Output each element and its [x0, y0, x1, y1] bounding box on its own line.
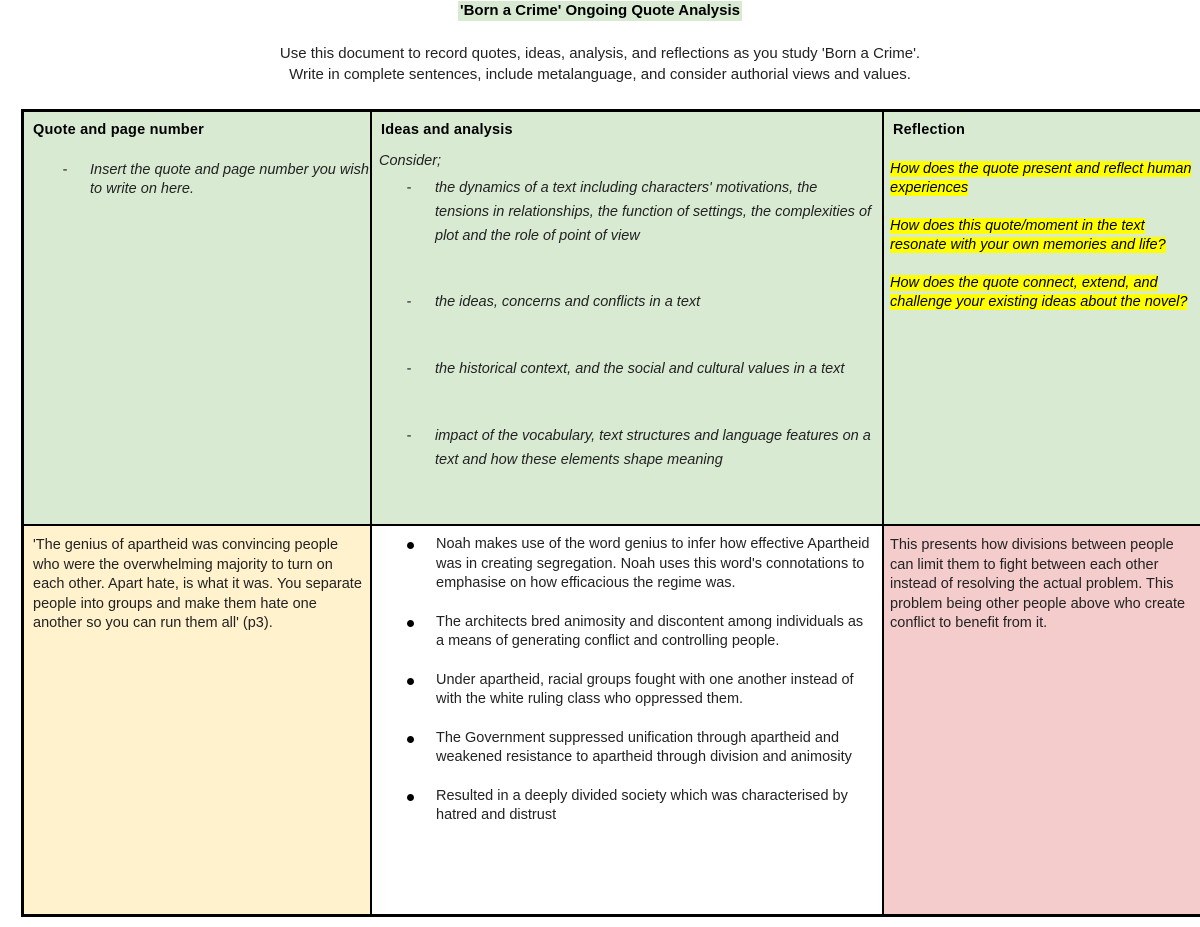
reflection-prompt: [890, 274, 1200, 312]
bullet-icon: [407, 794, 414, 801]
guide-row: [23, 111, 1200, 526]
consider-label: Consider;: [379, 152, 442, 169]
ideas-prompt: [399, 290, 882, 314]
quote-prompt: [24, 141, 370, 199]
instruction-line-2: Write in complete sentences, include metalanguage, and consider authorial views and values.: [289, 66, 911, 83]
dash-marker: -: [406, 180, 412, 196]
bullet-icon: [407, 542, 414, 549]
quote-cell[interactable]: [23, 525, 372, 916]
analysis-point-text: Noah makes use of the word genius to infer how effective Apartheid was in creating segregation. Noah uses this word's connotations to emphasise on how efficacious the regime was.: [436, 536, 870, 591]
dash-marker: -: [406, 294, 412, 310]
quote-prompt-text: Insert the quote and page number you wish to write on here.: [90, 161, 369, 197]
header-reflection: Reflection: [893, 122, 966, 138]
ideas-prompt-list: [372, 171, 882, 472]
reflection-prompt: [890, 160, 1200, 198]
reflection-prompt: [890, 217, 1200, 255]
analysis-point-text: The Government suppressed unification through apartheid and weakened resistance to apartheid through division and animosity: [436, 729, 852, 765]
title-wrap: [0, 0, 1200, 21]
header-ideas: Ideas and analysis: [381, 122, 513, 138]
instructions: [0, 43, 1200, 85]
reflection-text: This presents how divisions between people can limit them to fight between each other instead of resolving the actual problem. This problem being other people above who create conflict to benefit from it.: [890, 537, 1186, 631]
bullet-icon: [407, 678, 414, 685]
entry-row: [23, 525, 1200, 916]
analysis-cell[interactable]: [371, 525, 883, 916]
analysis-point: [399, 729, 874, 768]
ideas-prompt-text: impact of the vocabulary, text structures and language features on a text and how these elements shape meaning: [435, 428, 871, 468]
analysis-point: [399, 613, 874, 652]
dash-marker: -: [406, 428, 412, 444]
analysis-point-text: Resulted in a deeply divided society which was characterised by hatred and distrust: [436, 787, 848, 823]
analysis-point: [399, 671, 874, 710]
ideas-prompt-text: the ideas, concerns and conflicts in a text: [435, 294, 701, 310]
ideas-prompt-text: the historical context, and the social and cultural values in a text: [435, 361, 845, 377]
reflection-guide-cell[interactable]: [883, 111, 1200, 526]
reflection-cell[interactable]: [883, 525, 1200, 916]
highlighted-text: How does the quote connect, extend, and challenge your existing ideas about the novel?: [890, 274, 1188, 310]
quote-analysis-table: [21, 109, 1200, 917]
analysis-point: [399, 787, 874, 826]
analysis-point-text: Under apartheid, racial groups fought with one another instead of with the white ruling class who oppressed them.: [436, 671, 854, 707]
analysis-list: [372, 526, 882, 826]
ideas-prompt-text: the dynamics of a text including characters' motivations, the tensions in relationships, the function of settings, the complexities of plot and the role of point of view: [435, 180, 872, 244]
ideas-prompt: [399, 424, 882, 472]
bullet-icon: [407, 620, 414, 627]
header-quote: Quote and page number: [33, 122, 204, 138]
analysis-point-text: The architects bred animosity and discontent among individuals as a means of generating conflict and controlling people.: [436, 613, 864, 649]
dash-marker: -: [62, 161, 68, 178]
ideas-prompt: [399, 357, 882, 381]
document-title: 'Born a Crime' Ongoing Quote Analysis: [460, 2, 740, 19]
highlighted-text: How does the quote present and reflect human experiences: [890, 160, 1192, 196]
quote-guide-cell[interactable]: [23, 111, 372, 526]
quote-text: 'The genius of apartheid was convincing people who were the overwhelming majority to turn on each other. Apart hate, is what it was. You separate people into groups and make them hate one another so you can run them all' (p3).: [33, 537, 362, 631]
highlighted-text: How does this quote/moment in the text resonate with your own memories and life?: [890, 217, 1166, 253]
dash-marker: -: [406, 361, 412, 377]
ideas-prompt: [399, 176, 882, 248]
bullet-icon: [407, 736, 414, 743]
reflection-prompts: [884, 141, 1200, 312]
instruction-line-1: Use this document to record quotes, ideas, analysis, and reflections as you study 'Born a Crime'.: [279, 45, 921, 62]
analysis-point: [399, 535, 874, 594]
ideas-guide-cell[interactable]: [371, 111, 883, 526]
